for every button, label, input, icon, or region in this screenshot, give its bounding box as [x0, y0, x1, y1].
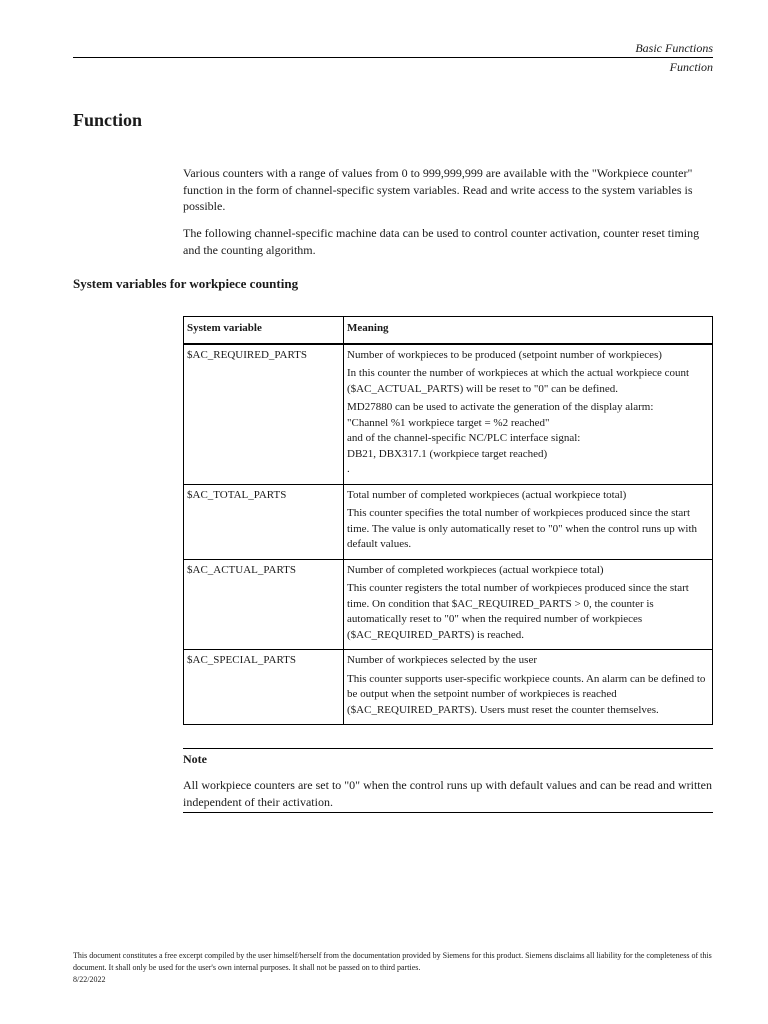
column-header-variable: System variable	[184, 317, 344, 344]
meaning-detail: In this counter the number of workpieces at which the actual workpiece count ($AC_ACTUAL_PARTS) will be reset to "0" can be defined.	[347, 367, 690, 395]
header-rule	[73, 57, 713, 58]
variable-meaning	[344, 650, 713, 725]
system-variables-table	[183, 316, 713, 725]
meaning-detail: DB21, DBX317.1 (workpiece target reached)	[347, 447, 548, 460]
column-header-meaning: Meaning	[344, 317, 713, 344]
intro-paragraph-2: The following channel-specific machine data can be used to control counter activation, counter reset timing and the counting algorithm.	[183, 226, 700, 257]
note-top-rule	[183, 748, 713, 749]
meaning-detail: .	[347, 463, 350, 475]
meaning-detail: This counter specifies the total number of workpieces produced since the start time. The value is only automatically reset to "0" when the control runs up with default values.	[347, 507, 698, 550]
variable-name: $AC_SPECIAL_PARTS	[184, 650, 344, 725]
variable-name: $AC_ACTUAL_PARTS	[184, 559, 344, 650]
table-row	[184, 559, 713, 650]
variable-name: $AC_TOTAL_PARTS	[184, 484, 344, 559]
footer-disclaimer: This document constitutes a free excerpt compiled by the user himself/herself from the documentation provided by Siemens for this product. Siemens disclaims all liability for the completeness of this document. It shall only be used for the user's own internal purposes. It shall not be passed on to third parties.	[73, 951, 712, 972]
note-bottom-rule	[183, 812, 713, 813]
table-row	[184, 344, 713, 485]
note-title: Note	[183, 752, 207, 766]
variable-meaning	[344, 484, 713, 559]
table-row	[184, 484, 713, 559]
meaning-summary: Number of workpieces to be produced (setpoint number of workpieces)	[347, 348, 662, 361]
note-text: All workpiece counters are set to "0" when the control runs up with default values and can be read and written independent of their activation.	[183, 778, 712, 809]
meaning-detail: MD27880 can be used to activate the generation of the display alarm:	[347, 401, 654, 413]
meaning-summary: Number of completed workpieces (actual workpiece total)	[347, 563, 604, 576]
meaning-detail: This counter supports user-specific workpiece counts. An alarm can be defined to be output when the setpoint number of workpieces is reached ($AC_REQUIRED_PARTS). Users must reset the counter themselves.	[347, 672, 706, 716]
table-row	[184, 650, 713, 725]
meaning-detail: and of the channel-specific NC/PLC interface signal:	[347, 432, 581, 444]
meaning-detail: "Channel %1 workpiece target = %2 reached"	[347, 416, 550, 429]
intro-paragraph-1: Various counters with a range of values from 0 to 999,999,999 are available with the "Workpiece counter" function in the form of channel-specific system variables. Read and write access to the system variables is possible.	[183, 166, 693, 213]
variable-name: $AC_REQUIRED_PARTS	[184, 344, 344, 485]
page-title: Function	[73, 110, 143, 130]
running-header-section: Basic Functions	[635, 41, 713, 55]
table-header-row	[184, 317, 713, 344]
meaning-summary: Total number of completed workpieces (actual workpiece total)	[347, 488, 627, 501]
page-footer	[73, 950, 715, 986]
variable-meaning	[344, 344, 713, 485]
variable-meaning	[344, 559, 713, 650]
running-header-subsection: Function	[669, 60, 713, 74]
section-subheading: System variables for workpiece counting	[73, 276, 299, 291]
footer-date: 8/22/2022	[73, 975, 106, 984]
meaning-summary: Number of workpieces selected by the user	[347, 654, 537, 666]
meaning-detail: This counter registers the total number of workpieces produced since the start time. On condition that $AC_REQUIRED_PARTS > 0, the counter is automatically reset to "0" when the required number of workpieces ($AC_REQUIRED_PARTS) is reached.	[347, 582, 689, 641]
